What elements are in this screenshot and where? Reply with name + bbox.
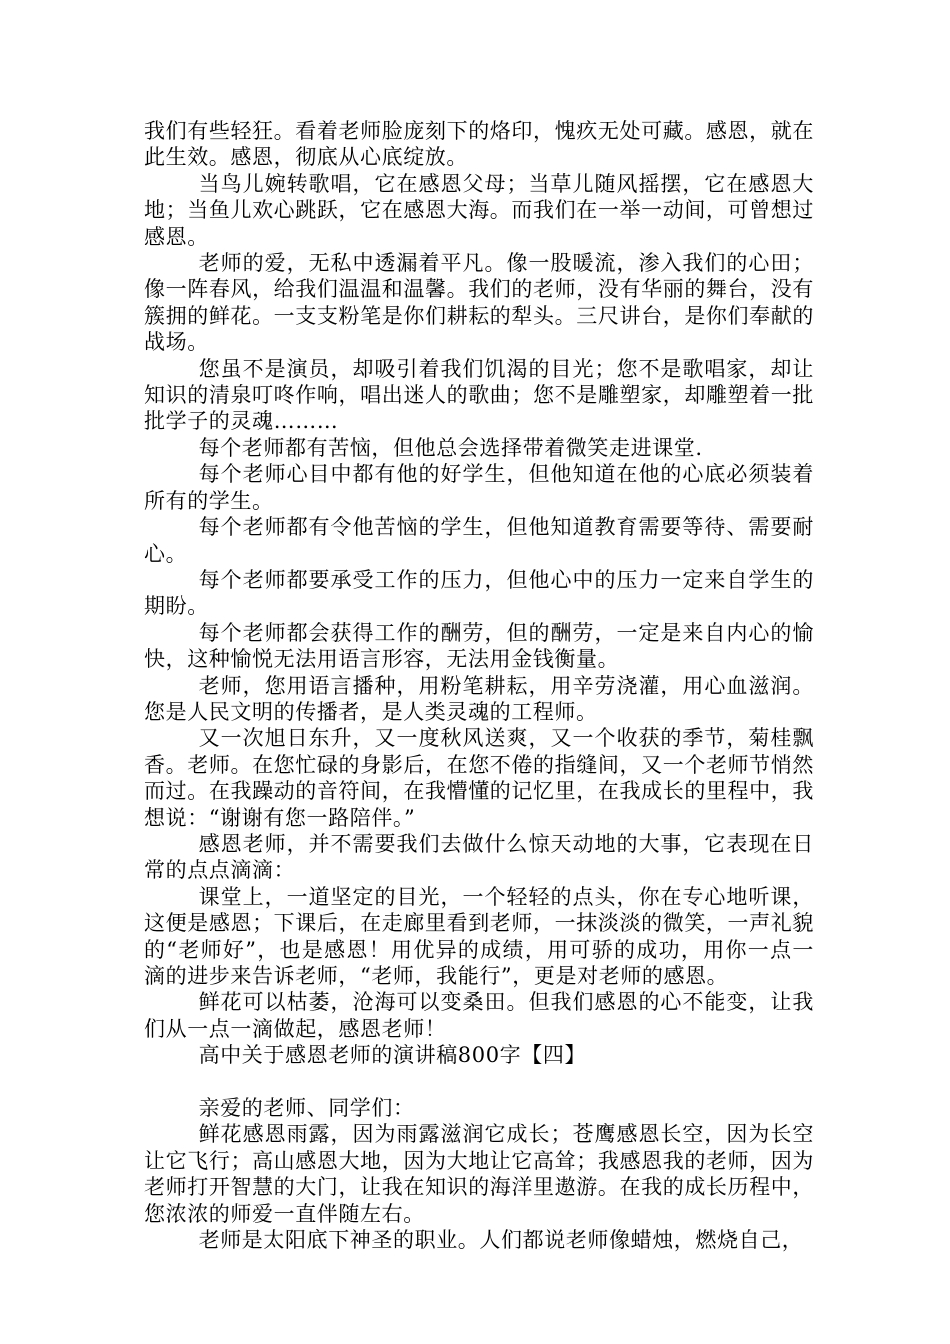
paragraph: 每个老师心目中都有他的好学生，但他知道在他的心底必须装着所有的学生。: [144, 462, 814, 513]
paragraph: 每个老师都有苦恼，但他总会选择带着微笑走进课堂.: [198, 435, 703, 460]
paragraph: 每个老师都有令他苦恼的学生，但他知道教育需要等待、需要耐心。: [144, 515, 814, 566]
paragraph: 鲜花感恩雨露，因为雨露滋润它成长；苍鹰感恩长空，因为长空让它飞行；高山感恩大地，因为大地让它高耸；我感恩我的老师，因为老师打开智慧的大门，让我在知识的海洋里遨游。在我的成长历程中，您浓浓的师爱一直伴随左右。: [144, 1122, 814, 1226]
paragraph: 老师是太阳底下神圣的职业。人们都说老师像蜡烛，燃烧自己，: [198, 1228, 804, 1253]
paragraph: 当鸟儿婉转歌唱，它在感恩父母；当草儿随风摇摆，它在感恩大地；当鱼儿欢心跳跃，它在感恩大海。而我们在一举一动间，可曾想过感恩。: [144, 171, 814, 249]
paragraph: 您虽不是演员，却吸引着我们饥渴的目光；您不是歌唱家，却让知识的清泉叮咚作响，唱出迷人的歌曲；您不是雕塑家，却雕塑着一批批学子的灵魂………: [144, 356, 814, 434]
section-heading: 高中关于感恩老师的演讲稿800字【四】: [198, 1043, 587, 1068]
paragraph: 老师，您用语言播种，用粉笔耕耘，用辛劳浇灌，用心血滋润。您是人民文明的传播者，是人类灵魂的工程师。: [144, 673, 814, 724]
paragraph: 每个老师都会获得工作的酬劳，但的酬劳，一定是来自内心的愉快，这种愉悦无法用语言形容，无法用金钱衡量。: [144, 620, 814, 672]
greeting: 亲爱的老师、同学们：: [198, 1096, 415, 1121]
paragraph: 老师的爱，无私中透漏着平凡。像一股暖流，渗入我们的心田；像一阵春风，给我们温温和温馨。我们的老师，没有华丽的舞台，没有簇拥的鲜花。一支支粉笔是你们耕耘的犁头。三尺讲台，是你们奉献的战场。: [144, 251, 814, 355]
paragraph: 感恩老师，并不需要我们去做什么惊天动地的大事，它表现在日常的点点滴滴：: [144, 831, 814, 883]
paragraph: 课堂上，一道坚定的目光，一个轻轻的点头，你在专心地听课，这便是感恩；下课后，在走廊里看到老师，一抹淡淡的微笑，一声礼貌的“老师好”，也是感恩！用优异的成绩，用可骄的成功，用你一点一滴的进步来告诉老师，“老师，我能行”，更是对老师的感恩。: [144, 884, 814, 988]
paragraph: 我们有些轻狂。看着老师脸庞刻下的烙印，愧疚无处可藏。感恩，就在此生效。感恩，彻底从心底绽放。: [144, 119, 814, 170]
document-page: [144, 118, 814, 1253]
paragraph: 每个老师都要承受工作的压力，但他心中的压力一定来自学生的期盼。: [144, 567, 814, 619]
blank-line: [144, 1069, 814, 1095]
paragraph: 鲜花可以枯萎，沧海可以变桑田。但我们感恩的心不能变，让我们从一点一滴做起，感恩老师！: [144, 990, 814, 1041]
paragraph: 又一次旭日东升，又一度秋风送爽，又一个收获的季节，菊桂飘香。老师。在您忙碌的身影后，在您不倦的指缝间，又一个老师节悄然而过。在我躁动的音符间，在我懵懂的记忆里，在我成长的里程中，我想说：“谢谢有您一路陪伴。”: [144, 726, 814, 830]
